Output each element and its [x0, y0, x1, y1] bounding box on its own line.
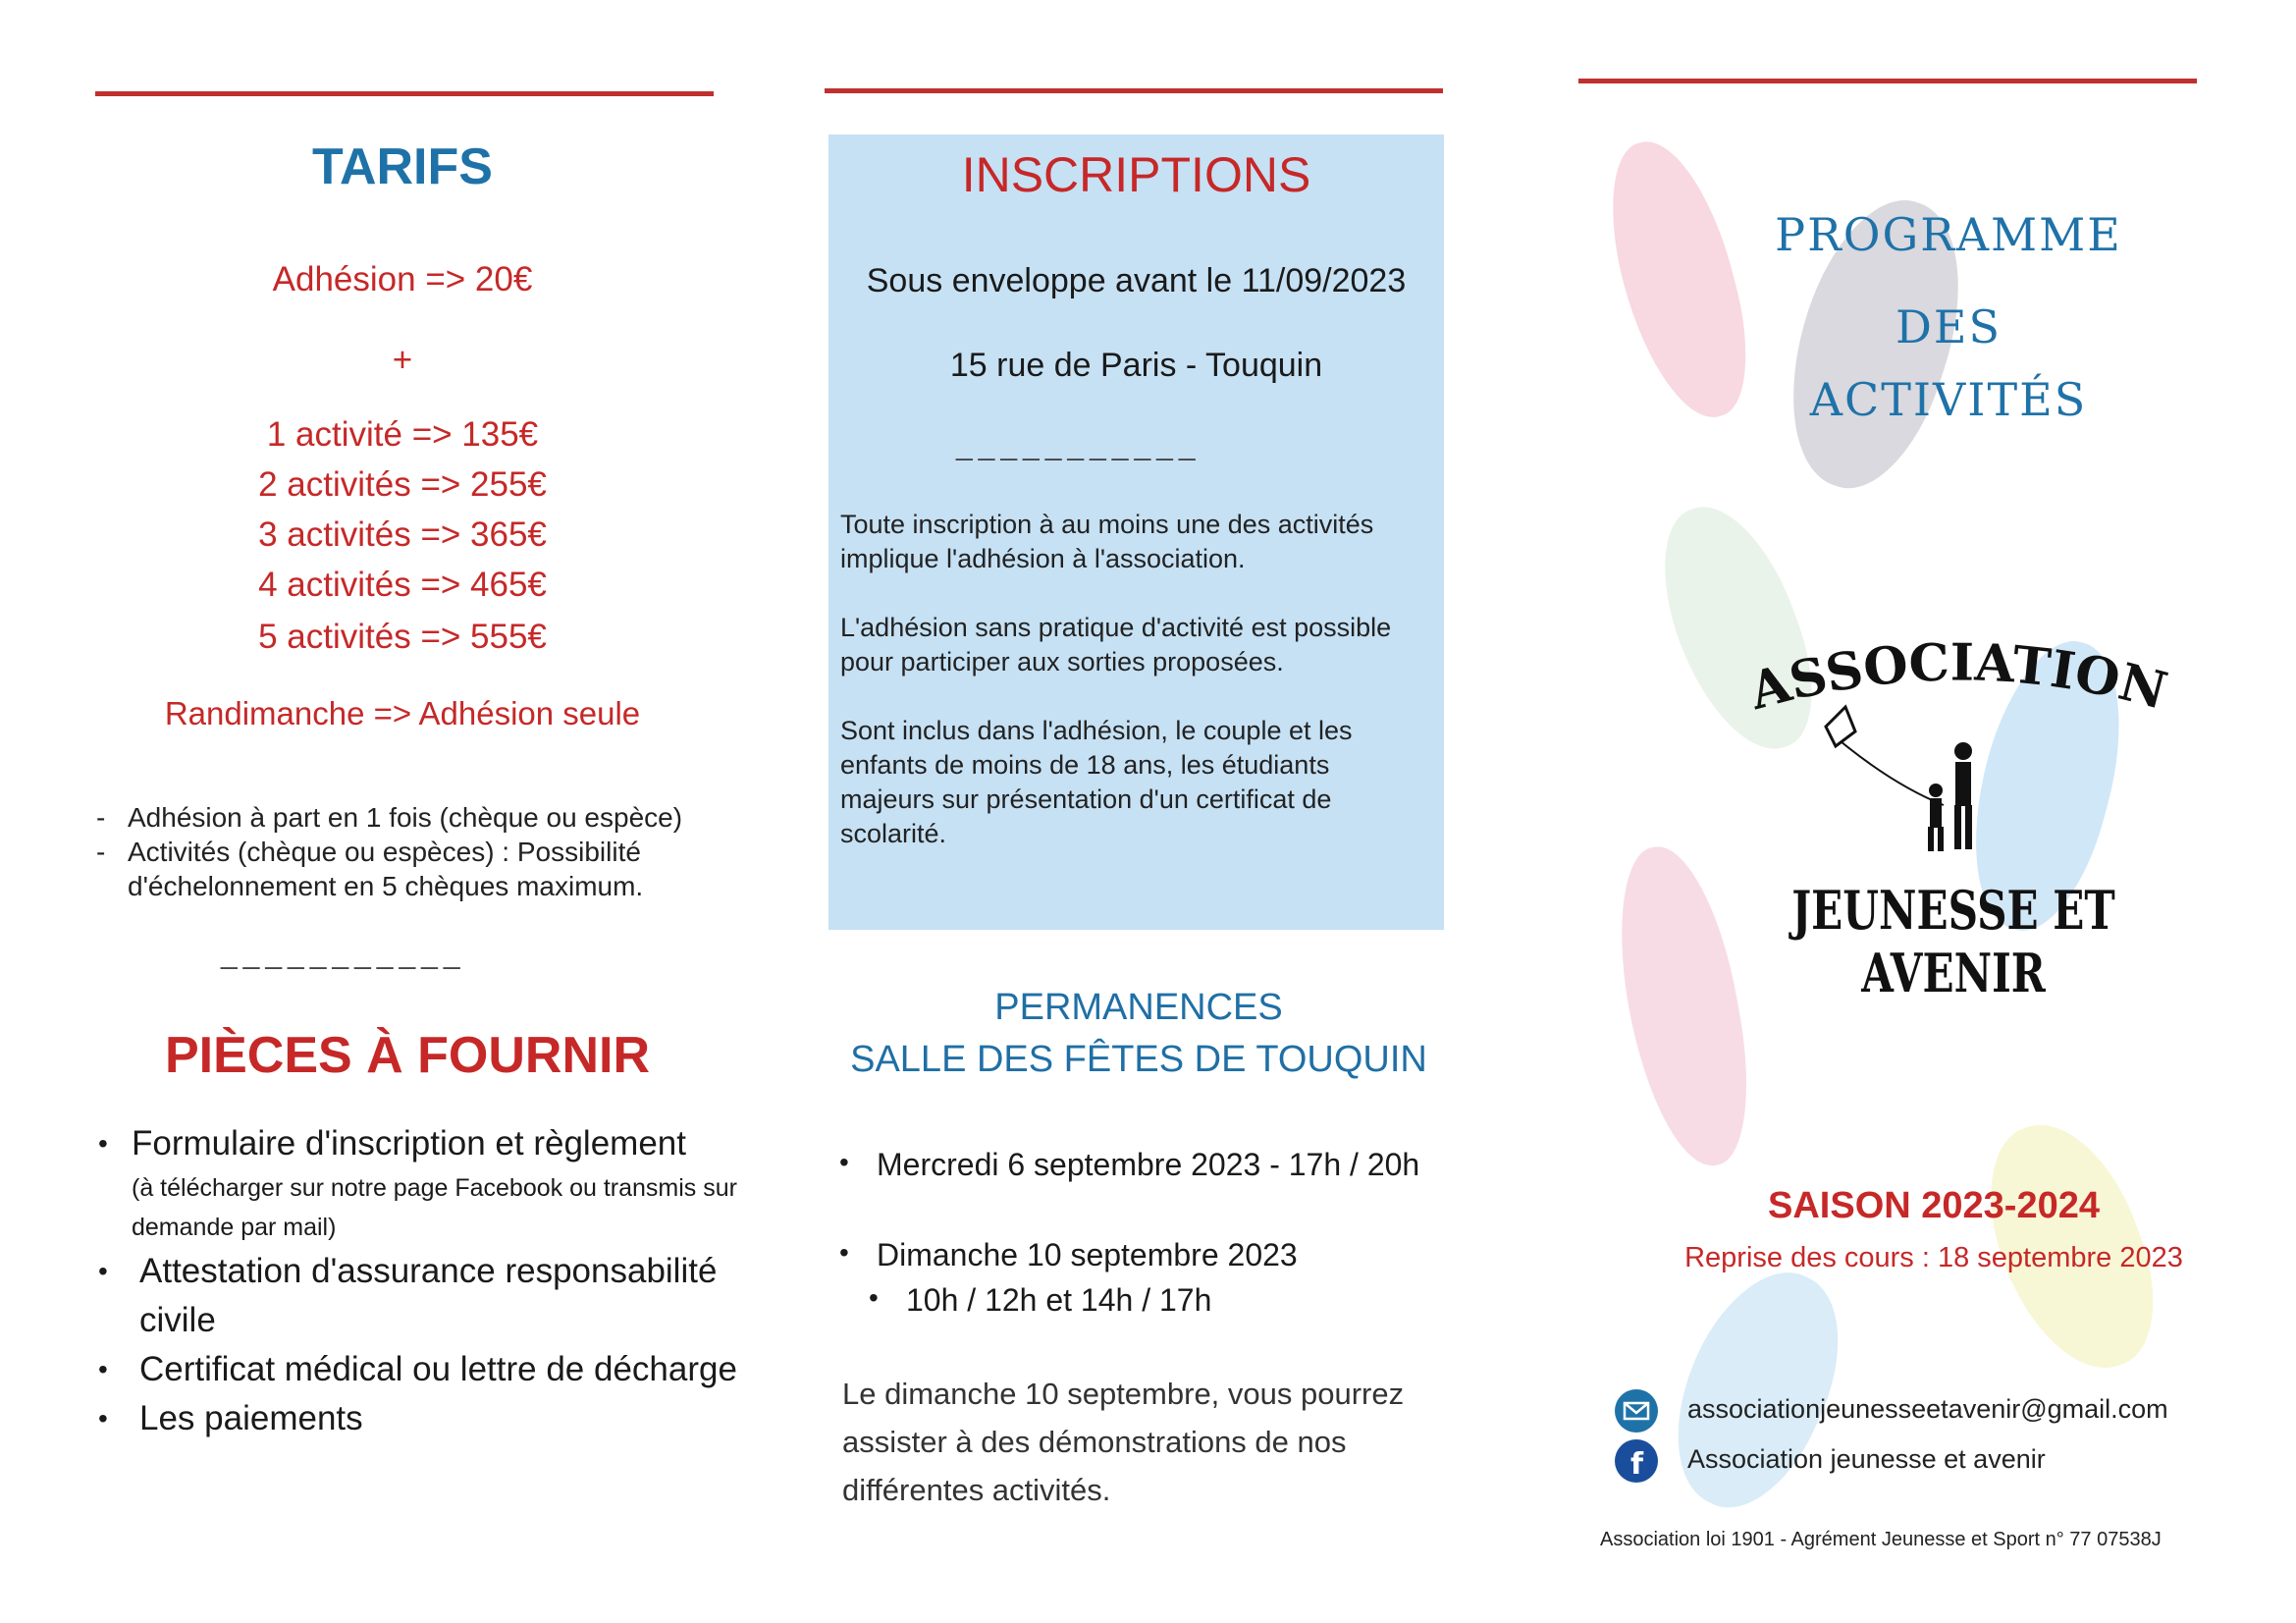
logo-bottom-text: JEUNESSE ET AVENIR [1791, 879, 2115, 1004]
activity-price-4: 4 activités => 465€ [258, 566, 547, 604]
list-item: • Certificat médical ou lettre de décharge [98, 1345, 746, 1394]
permanence-date: • Dimanche 10 septembre 2023 [839, 1237, 1298, 1273]
info-paragraph: Sont inclus dans l'adhésion, le couple et les enfants de moins de 18 ans, les étudiants majeurs sur présentation d'un certificat de scolarité. [840, 716, 1353, 848]
list-item: • Les paiements [98, 1394, 746, 1443]
programme-title-line: PROGRAMME [1775, 208, 2122, 261]
facebook-page[interactable]: Association jeunesse et avenir [1687, 1444, 2046, 1475]
top-rule [825, 88, 1443, 93]
info-paragraph: L'adhésion sans pratique d'activité est possible pour participer aux sorties proposées. [840, 613, 1392, 676]
season-title: SAISON 2023-2024 [1768, 1185, 2100, 1226]
permanences-title: PERMANENCES [994, 987, 1283, 1028]
inscriptions-title: INSCRIPTIONS [961, 147, 1311, 202]
pieces-list [98, 1119, 746, 1443]
payment-note: - Activités (chèque ou espèces) : Possibilité d'échelonnement en 5 chèques maximum. [96, 835, 724, 903]
activity-price-3: 3 activités => 365€ [258, 515, 547, 554]
separator: ___________ [956, 429, 1201, 461]
permanence-date: • Mercredi 6 septembre 2023 - 17h / 20h [839, 1147, 1419, 1183]
activity-price-1: 1 activité => 135€ [266, 415, 539, 454]
legal-notice: Association loi 1901 - Agrément Jeunesse et Sport n° 77 07538J [1600, 1529, 2162, 1550]
permanence-hours: • 10h / 12h et 14h / 17h [869, 1282, 1211, 1319]
green-silhouette [1638, 488, 1837, 768]
family-kite-icon [1816, 697, 1993, 864]
demo-text: Le dimanche 10 septembre, vous pourrez assister à des démonstrations de nos différentes activités. [842, 1377, 1405, 1507]
svg-text:f: f [1630, 1447, 1644, 1482]
pink-silhouette [1602, 838, 1765, 1175]
payment-notes [96, 800, 724, 903]
inscriptions-column [825, 0, 1453, 1623]
activity-price-2: 2 activités => 255€ [258, 465, 547, 504]
facebook-icon [1615, 1439, 1658, 1483]
programme-title-line: DES [1896, 300, 2002, 353]
address-text: 15 rue de Paris - Touquin [949, 347, 1323, 384]
payment-note: - Adhésion à part en 1 fois (chèque ou espèce) [96, 800, 724, 835]
randimanche-price: Randimanche => Adhésion seule [164, 695, 641, 731]
programme-title-line: ACTIVITÉS [1809, 373, 2088, 426]
logo-top-text: ASSOCIATION [1743, 633, 2173, 722]
plus-sign: + [392, 341, 413, 379]
pieces-title: PIÈCES À FOURNIR [164, 1027, 651, 1084]
email-address[interactable]: associationjeunesseetavenir@gmail.com [1687, 1394, 2168, 1425]
top-rule [95, 91, 714, 96]
adhesion-price: Adhésion => 20€ [272, 260, 533, 298]
list-item: • Attestation d'assurance responsabilité civile [98, 1247, 746, 1345]
inscriptions-box [828, 135, 1444, 930]
separator: ___________ [221, 938, 466, 970]
tarifs-column [0, 0, 766, 1623]
facebook-contact[interactable] [1615, 1439, 2046, 1483]
activity-price-5: 5 activités => 555€ [258, 618, 547, 656]
info-paragraph: Toute inscription à au moins une des activités implique l'adhésion à l'association. [840, 510, 1374, 573]
email-icon [1615, 1389, 1658, 1433]
email-contact[interactable] [1615, 1389, 2168, 1433]
top-rule [1578, 79, 2197, 83]
list-item [98, 1119, 746, 1247]
list-item-note: (à télécharger sur notre page Facebook ou transmis sur demande par mail) [132, 1174, 737, 1241]
permanences-place: SALLE DES FÊTES DE TOUQUIN [850, 1039, 1427, 1080]
cover-column [1571, 0, 2296, 1623]
list-item-label: Formulaire d'inscription et règlement [132, 1124, 686, 1163]
season-restart: Reprise des cours : 18 septembre 2023 [1684, 1242, 2183, 1273]
tarifs-title: TARIFS [312, 138, 493, 195]
deadline-text: Sous enveloppe avant le 11/09/2023 [866, 262, 1407, 299]
